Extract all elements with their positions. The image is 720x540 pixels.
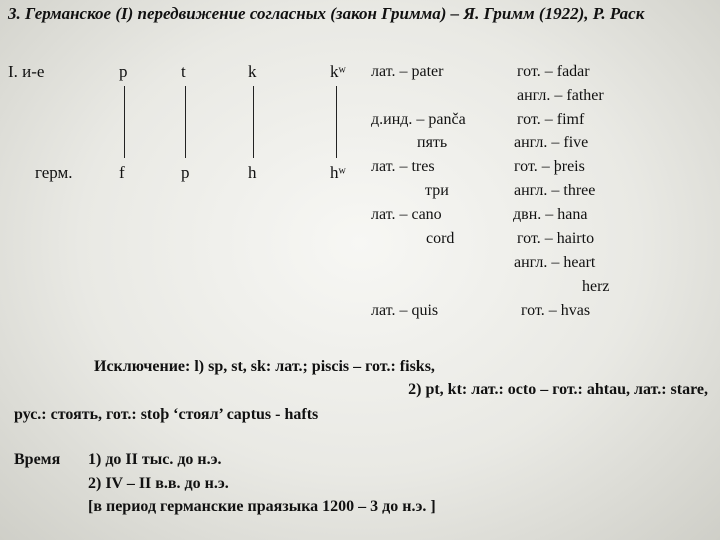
example-right-6: англ. – three <box>514 182 596 199</box>
example-left-11: лат. – quis <box>371 302 439 319</box>
time-label: Время <box>14 451 61 468</box>
arrow-line-p <box>124 86 125 158</box>
row-germ-label: герм. <box>35 163 73 182</box>
example-left-7: лат. – cano <box>371 206 442 223</box>
example-left-4: пять <box>417 134 448 151</box>
germ-p: p <box>181 163 190 182</box>
example-right-7: двн. – hana <box>513 206 588 223</box>
time-line-3: [в период германские праязыка 1200 – 3 до н.э. ] <box>88 498 436 515</box>
germ-h: h <box>248 163 257 182</box>
germ-hw: hʷ <box>330 163 346 182</box>
arrow-line-kw <box>336 86 337 158</box>
example-left-5: лат. – tres <box>371 158 435 175</box>
example-left-3: д.инд. – panča <box>371 111 466 128</box>
ie-t: t <box>181 62 186 81</box>
exception-line-3: рус.: стоять, гот.: stoþ ‘стоял’ captus - hafts <box>14 406 319 423</box>
example-right-4: англ. – five <box>514 134 589 151</box>
exception-line-1: Исключение: l) sp, st, sk: лат.; piscis – гот.: fisks, <box>94 358 435 375</box>
time-line-1: 1) до II тыс. до н.э. <box>88 451 222 468</box>
arrow-line-t <box>185 86 186 158</box>
time-line-2: 2) IV – II в.в. до н.э. <box>88 475 229 492</box>
example-right-10: herz <box>582 278 610 295</box>
row-ie-label: I. и-е <box>8 62 45 81</box>
germ-f: f <box>119 163 125 182</box>
example-right-2: англ. – father <box>517 87 604 104</box>
example-left-8: cord <box>426 230 455 247</box>
ie-kw: kʷ <box>330 62 346 81</box>
exception-line-2: 2) pt, kt: лат.: octo – гот.: ahtau, лат.: stare, <box>408 381 708 398</box>
example-right-1: гот. – fadar <box>517 63 590 80</box>
example-left-6: три <box>425 182 449 199</box>
example-right-9: англ. – heart <box>514 254 596 271</box>
arrow-line-k <box>253 86 254 158</box>
ie-p: p <box>119 62 128 81</box>
ie-k: k <box>248 62 257 81</box>
example-right-11: гот. – hvas <box>521 302 591 319</box>
example-right-5: гот. – þreis <box>514 158 585 175</box>
example-right-3: гот. – fimf <box>517 111 585 128</box>
example-left-1: лат. – pater <box>371 63 444 80</box>
page-title: 3. Германское (I) передвижение согласных (закон Гримма) – Я. Гримм (1922), Р. Раск <box>8 4 645 23</box>
example-right-8: гот. – hairto <box>517 230 595 247</box>
